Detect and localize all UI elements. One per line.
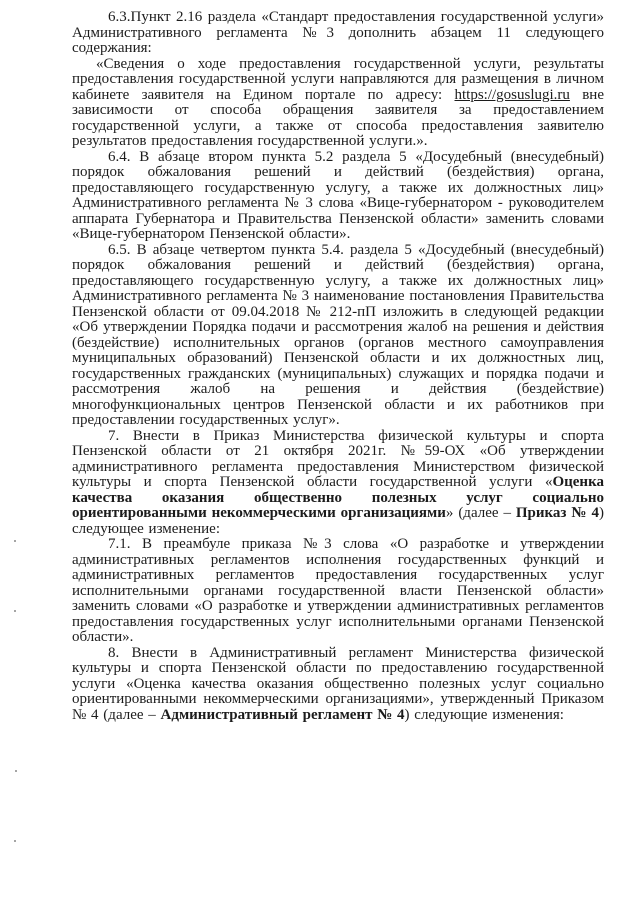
paragraph-6-4-text: 6.4. В абзаце втором пункта 5.2 раздела 5 «Досудебный (внесудебный) порядок обжалования решений и действий (бездействия) органа, предоставляющего государственную услугу, а также их должностных лиц» Административного регламента № 3 слова «Вице-губернатором - руководителем аппарата Губернатора и Правительства Пензенской области» заменить словами «Вице-губернатором Пензенской области». <box>72 148 604 242</box>
paragraph-7 <box>72 429 604 538</box>
quote-text-start: «Сведения о ходе предоставления государственной услуги, результаты предоставления государственной услуги направляются для размещения в личном кабинете заявителя на Едином портале по адресу: <box>72 55 604 103</box>
paragraph-quote-info <box>72 57 604 150</box>
scan-artifact-dot <box>15 770 17 772</box>
scan-artifact-dot <box>14 540 16 542</box>
paragraph-8 <box>72 646 604 724</box>
paragraph-7-text-b: » (далее – <box>445 505 516 521</box>
paragraph-8-regulation-ref: Административный регламент № 4 <box>160 706 405 723</box>
paragraph-6-3-text: 6.3.Пункт 2.16 раздела «Стандарт предоставления государственной услуги» Административного регламента №3 дополнить абзацем 11 следующего содержания: <box>72 9 604 56</box>
paragraph-7-text-c: ) следующее изменение: <box>72 505 605 537</box>
paragraph-6-4 <box>72 150 604 243</box>
paragraph-7-service-name: Оценка качества оказания общественно полезных услуг социально ориентированными некоммерческими организациями <box>72 474 604 521</box>
paragraph-8-text-b: ) следующие изменения: <box>404 706 564 723</box>
scan-artifact-dot <box>14 840 16 842</box>
paragraph-7-text-a: 7. Внести в Приказ Министерства физической культуры и спорта Пензенской области от 21 октября 2021г. №59-ОХ «Об утверждении административного регламента предоставления Министерством физической культуры и спорта Пензенской области государственной услуги « <box>72 427 604 490</box>
scan-artifact-dot <box>14 610 16 612</box>
paragraph-7-1-text: 7.1. В преамбуле приказа №3 слова «О разработке и утверждении административных регламентов исполнения государственных функций и административных регламентов предоставления государственных услуг исполнительными органами государственной власти Пензенской области» заменить словами «О разработке и утверждении административных регламентов предоставления государственных услуг исполнительными органами Пензенской области». <box>72 536 604 645</box>
document-page <box>72 10 604 723</box>
paragraph-6-5-text: 6.5. В абзаце четвертом пункта 5.4. раздела 5 «Досудебный (внесудебный) порядок обжалования решений и действий (бездействия) органа, предоставляющего государственную услугу, а также их должностных лиц» Административного регламента № 3 наименование постановления Правительства Пензенской области от 09.04.2018 № 212-пП изложить в следующей редакции «Об утверждении Порядка подачи и рассмотрения жалоб на решения и действия (бездействие) исполнительных органов (органов местного самоуправления муниципальных образований) Пензенской области и их должностных лиц, государственных гражданских (муниципальных) служащих и порядка подачи и рассмотрения жалоб на решения и действия (бездействие) многофункциональных центров Пензенской области и их работников при предоставлении государственных услуг». <box>72 241 604 428</box>
paragraph-7-order-ref: Приказ № 4 <box>515 505 600 521</box>
paragraph-7-1 <box>72 537 604 646</box>
gosuslugi-link[interactable]: https://gosuslugi.ru <box>454 86 570 103</box>
paragraph-8-text-a: 8. Внести в Административный регламент Министерства физической культуры и спорта Пензенской области по предоставлению государственной услуги «Оценка качества оказания общественно полезных услуг социально ориентированными некоммерческими организациями», утвержденный Приказом № 4 (далее – <box>72 644 604 723</box>
paragraph-6-3 <box>72 10 604 57</box>
quote-text-end: вне зависимости от способа обращения заявителя за предоставлением государственной услуги, а также от способа предоставления заявителю результатов предоставления государственной услуги.». <box>72 86 604 149</box>
paragraph-6-5 <box>72 243 604 429</box>
